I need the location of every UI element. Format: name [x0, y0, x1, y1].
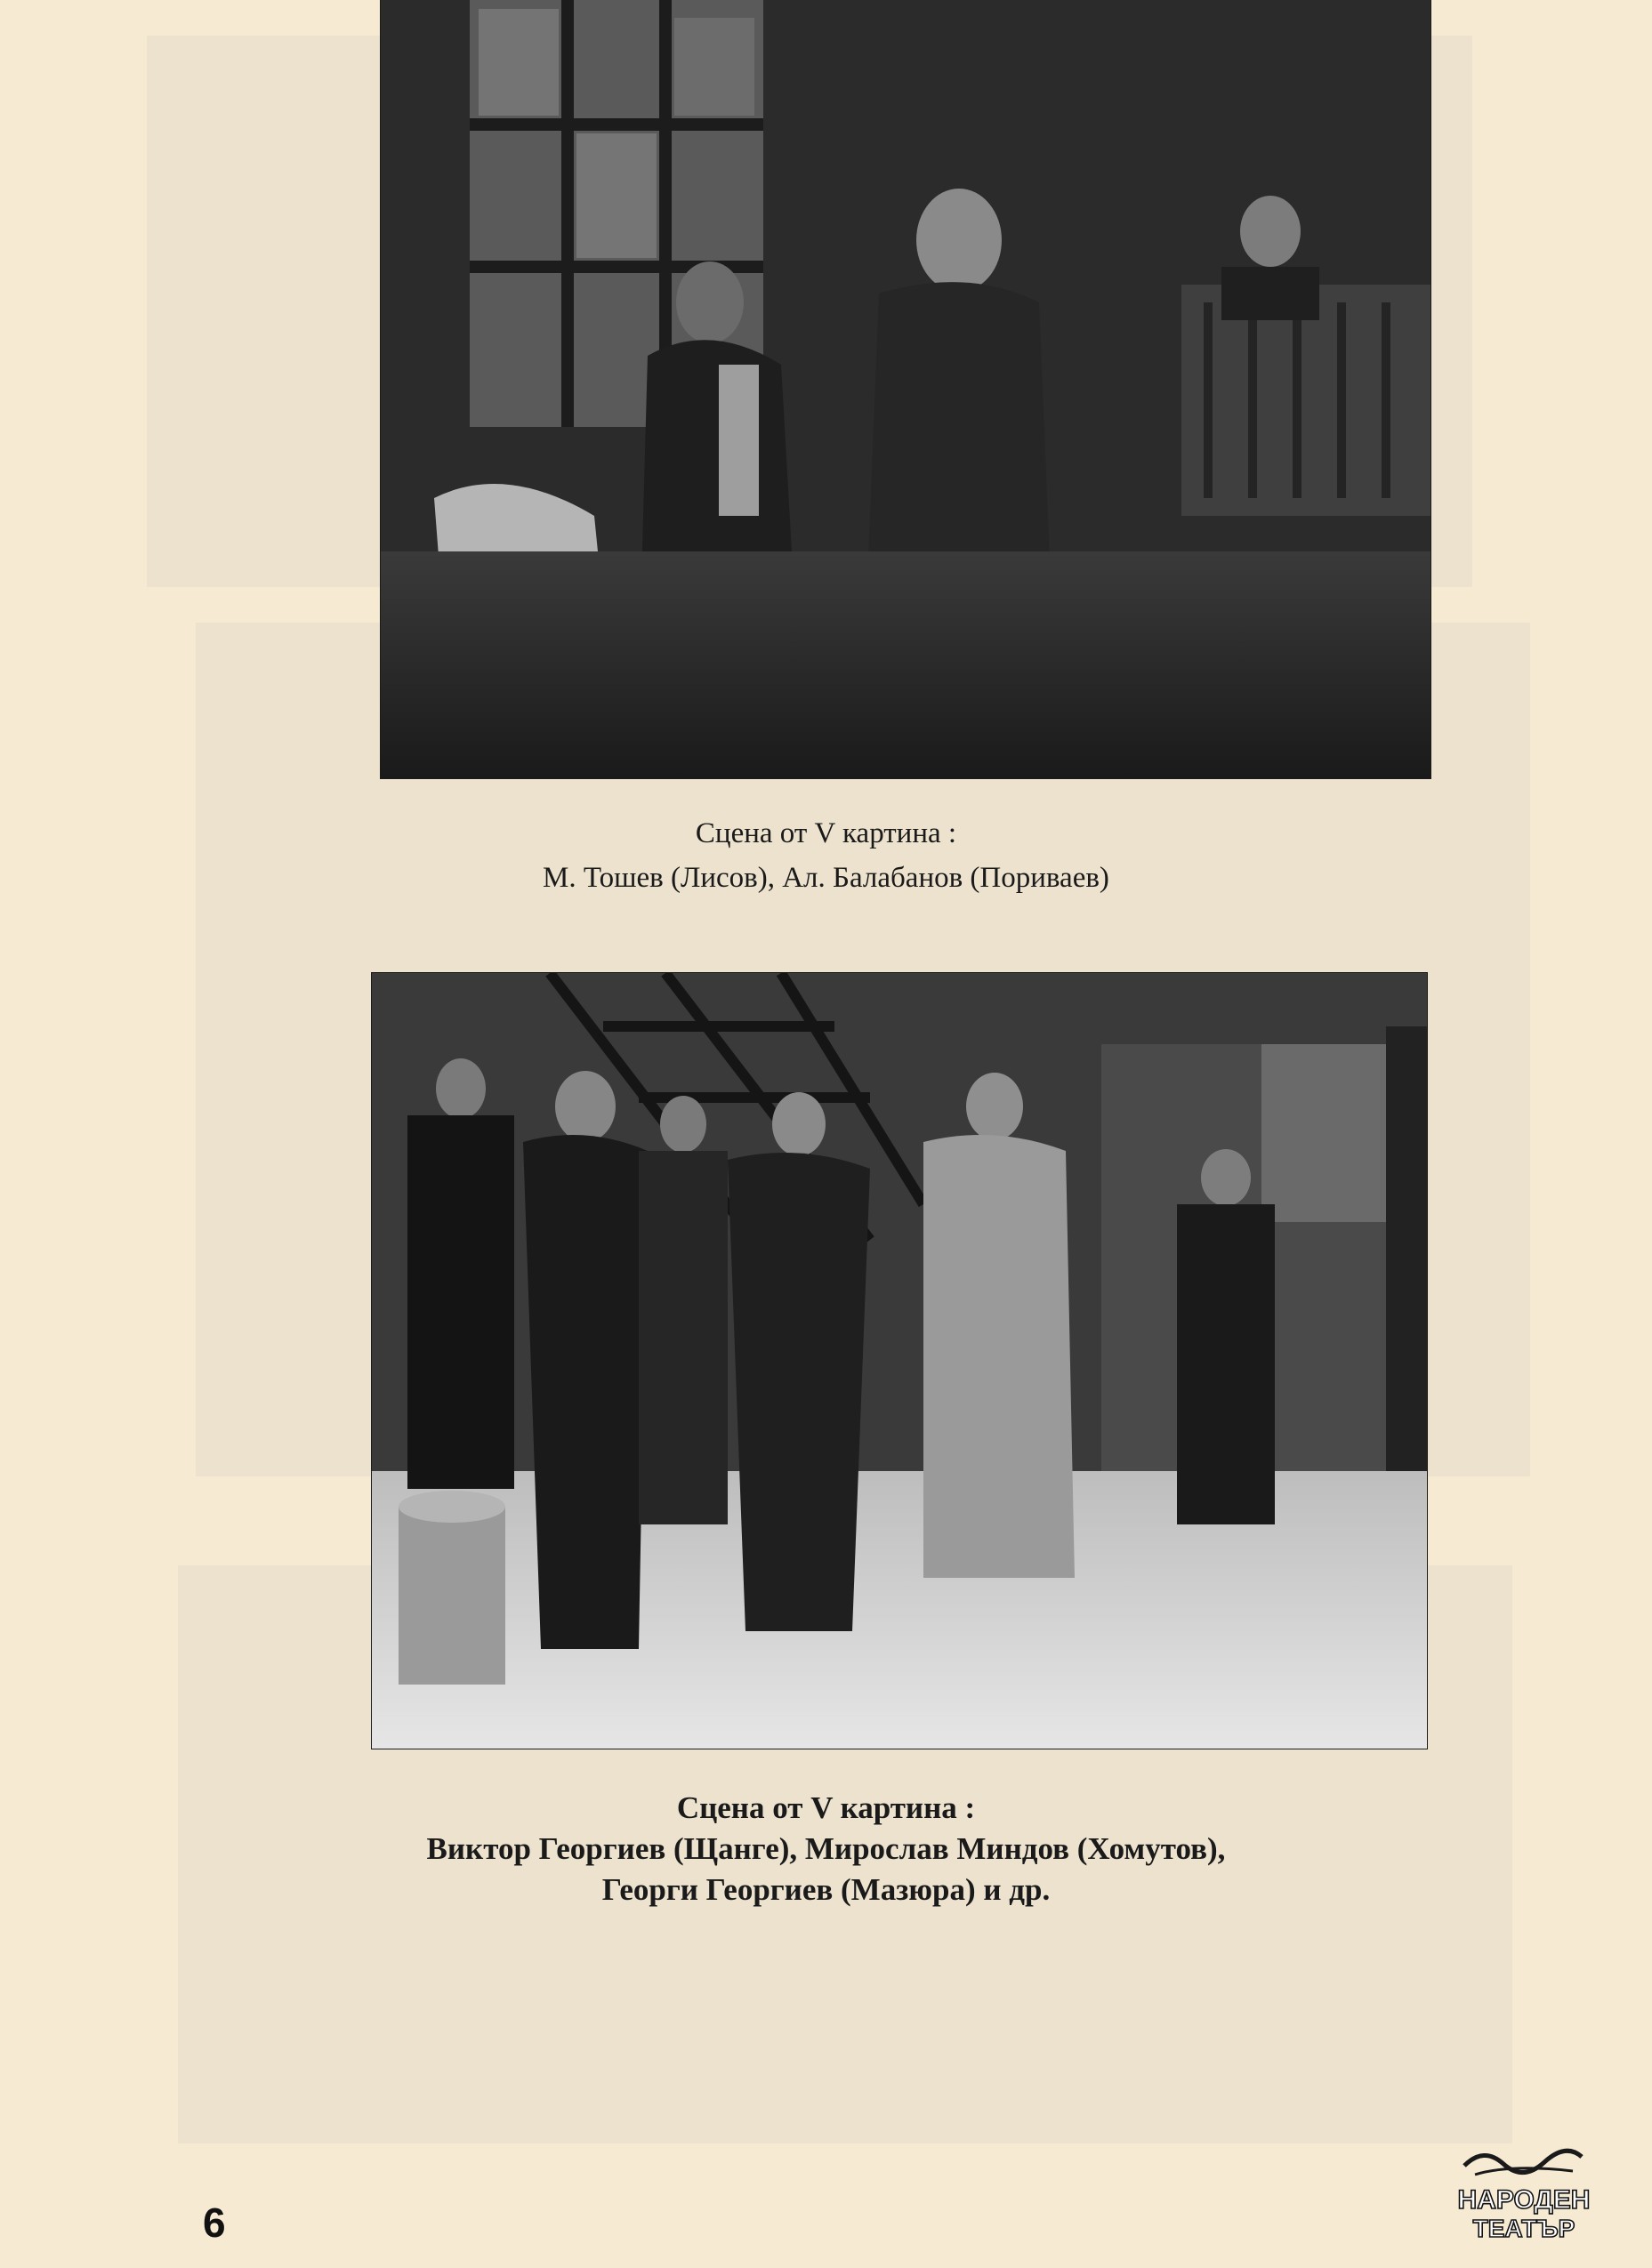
stamp-logo — [1448, 2139, 1600, 2246]
page-number: 6 — [203, 2200, 226, 2246]
caption-bottom-cast-2: Георги Георгиев (Мазюра) и др. — [601, 1872, 1051, 1907]
caption-top-cast: М. Тошев (Лисов), Ал. Балабанов (Пориваев) — [543, 862, 1109, 894]
scene-photo-top — [381, 0, 1430, 778]
caption-bottom-title: Сцена от V картина : — [676, 1790, 976, 1825]
photo-top-image — [381, 0, 1430, 778]
svg-text:ТЕАТЪР: ТЕАТЪР — [1472, 2215, 1575, 2242]
scene-photo-bottom — [372, 973, 1427, 1749]
caption-top-title: Сцена от V картина : — [695, 817, 957, 849]
caption-bottom — [0, 1788, 1652, 1910]
caption-top — [0, 811, 1652, 900]
svg-text:НАРОДЕН: НАРОДЕН — [1457, 2185, 1591, 2215]
photo-bottom-image — [372, 973, 1427, 1749]
caption-bottom-cast-1: Виктор Георгиев (Щанге), Мирослав Миндов (Хомутов), — [426, 1831, 1226, 1866]
theatre-stamp — [1448, 2139, 1600, 2246]
